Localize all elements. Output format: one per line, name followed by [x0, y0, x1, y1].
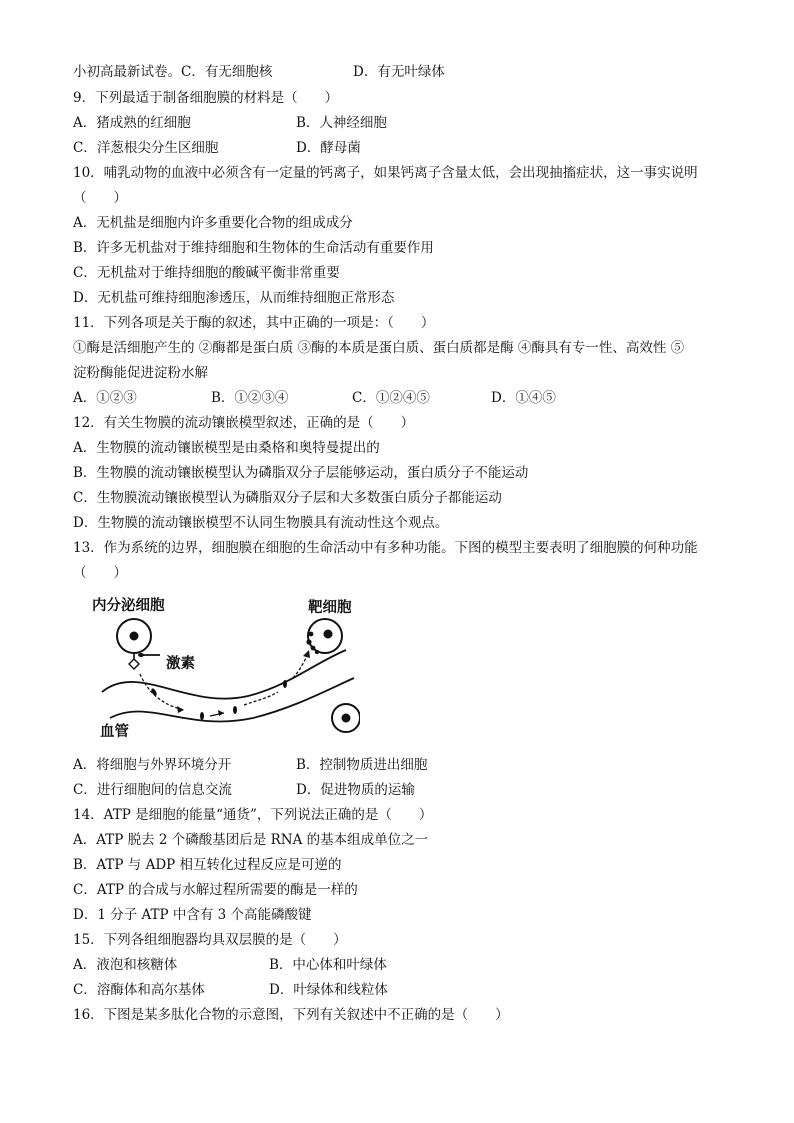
q15-option-d: D．叶绿体和线粒体	[269, 982, 388, 998]
endocrine-nucleus-icon	[130, 632, 139, 641]
q10-option-d: D．无机盐可维持细胞渗透压，从而维持细胞正常形态	[73, 290, 395, 306]
question-12-stem: 12．有关生物膜的流动镶嵌模型叙述，正确的是（ ）	[73, 415, 415, 431]
question-16-stem: 16．下图是某多肽化合物的示意图，下列有关叙述中不正确的是（ ）	[73, 1007, 509, 1023]
q11-option-c: C．①②④⑤	[352, 390, 430, 406]
q9-option-c: C．洋葱根尖分生区细胞	[73, 140, 219, 156]
question-14-stem: 14．ATP 是细胞的能量“通货”，下列说法正确的是（ ）	[73, 807, 433, 823]
q10-option-c: C．无机盐对于维持细胞的酸碱平衡非常重要	[73, 265, 340, 281]
target-cell-label: 靶细胞	[308, 600, 352, 616]
blood-vessel-label: 血管	[100, 724, 129, 740]
question-13-stem-cont: （ ）	[73, 565, 127, 581]
q15-option-a: A．液泡和核糖体	[73, 957, 178, 973]
question-11-statements: ①酶是活细胞产生的 ②酶都是蛋白质 ③酶的本质是蛋白质、蛋白质都是酶 ④酶具有专一性、高效性 ⑤	[73, 340, 685, 356]
q12-option-a: A．生物膜的流动镶嵌模型是由桑格和奥特曼提出的	[73, 440, 380, 456]
question-10-stem: 10．哺乳动物的血液中必须含有一定量的钙离子，如果钙离子含量太低，会出现抽搐症状，这一事实说明	[73, 165, 698, 181]
q11-option-b: B．①②③④	[211, 390, 289, 406]
q13-option-d: D．促进物质的运输	[296, 782, 415, 798]
q12-option-d: D．生物膜的流动镶嵌模型不认同生物膜具有流动性这个观点。	[73, 515, 449, 531]
q8-line: 小初高最新试卷。C．有无细胞核	[73, 64, 273, 80]
target-nucleus-icon	[324, 630, 333, 639]
hormone-marker-icon	[129, 659, 139, 669]
question-11-statements-cont: 淀粉酶能促进淀粉水解	[73, 365, 208, 381]
q11-option-d: D．①④⑤	[491, 390, 556, 406]
hormone-label: 激素	[166, 656, 195, 672]
q9-option-d: D．酵母菌	[296, 140, 361, 156]
q14-option-b: B．ATP 与 ADP 相互转化过程反应是可逆的	[73, 857, 342, 873]
q12-option-c: C．生物膜流动镶嵌模型认为磷脂双分子层和大多数蛋白质分子都能运动	[73, 490, 502, 506]
cell-signaling-figure	[88, 592, 360, 756]
q15-option-c: C．溶酶体和高尔基体	[73, 982, 205, 998]
q10-option-a: A．无机盐是细胞内许多重要化合物的组成成分	[73, 215, 353, 231]
question-11-stem: 11．下列各项是关于酶的叙述，其中正确的一项是：（ ）	[73, 315, 435, 331]
question-10-stem-cont: （ ）	[73, 190, 127, 206]
q8-option-d: D．有无叶绿体	[353, 64, 445, 80]
q10-option-b: B．许多无机盐对于维持细胞和生物体的生命活动有重要作用	[73, 240, 434, 256]
q13-option-b: B．控制物质进出细胞	[296, 757, 428, 773]
q11-option-a: A．①②③	[73, 390, 137, 406]
q13-option-c: C．进行细胞间的信息交流	[73, 782, 232, 798]
q12-option-b: B．生物膜的流动镶嵌模型认为磷脂双分子层能够运动，蛋白质分子不能运动	[73, 465, 529, 481]
question-15-stem: 15．下列各组细胞器均具双层膜的是（ ）	[73, 932, 347, 948]
q9-option-b: B．人神经细胞	[296, 115, 387, 131]
q14-option-d: D．1 分子 ATP 中含有 3 个高能磷酸键	[73, 907, 312, 923]
q15-option-b: B．中心体和叶绿体	[269, 957, 387, 973]
q14-option-c: C．ATP 的合成与水解过程所需要的酶是一样的	[73, 882, 358, 898]
q14-option-a: A．ATP 脱去 2 个磷酸基团后是 RNA 的基本组成单位之一	[73, 832, 429, 848]
question-9-stem: 9．下列最适于制备细胞膜的材料是（ ）	[73, 90, 339, 106]
q9-option-a: A．猪成熟的红细胞	[73, 115, 191, 131]
question-13-stem: 13．作为系统的边界，细胞膜在细胞的生命活动中有多种功能。下图的模型主要表明了细胞膜的何种功能	[73, 540, 698, 556]
other-nucleus-icon	[342, 714, 351, 723]
q13-option-a: A．将细胞与外界环境分开	[73, 757, 232, 773]
endocrine-cell-label: 内分泌细胞	[92, 598, 165, 614]
